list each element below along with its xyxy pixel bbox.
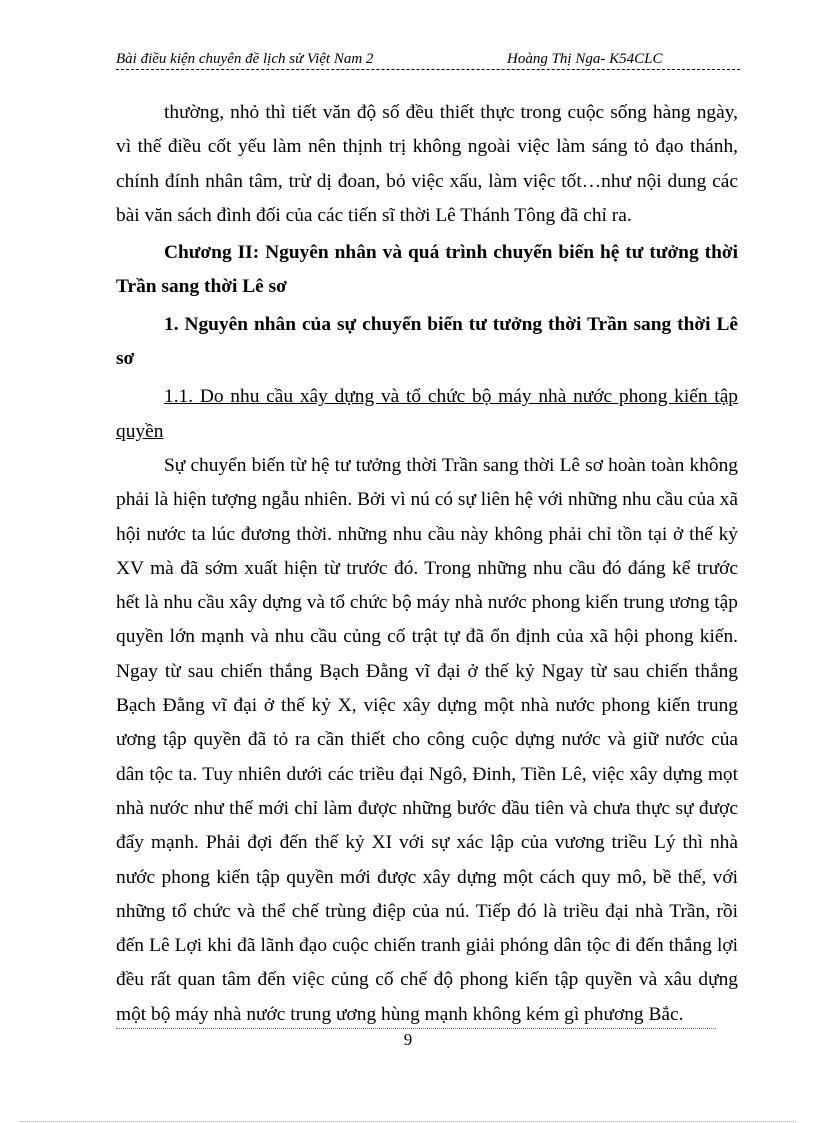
subsection-heading: 1.1. Do nhu cầu xây dựng và tổ chức bộ máy nhà nước phong kiến tập quyền	[116, 386, 738, 442]
page-boundary	[20, 1121, 796, 1122]
document-body	[116, 96, 738, 1032]
page-header	[116, 48, 740, 70]
header-rule	[116, 69, 740, 70]
footer-rule	[116, 1028, 716, 1029]
chapter-heading: Chương II: Nguyên nhân và quá trình chuyển biến hệ tư tưởng thời Trần sang thời Lê sơ	[116, 242, 738, 298]
paragraph-main: Sự chuyển biến từ hệ tư tưởng thời Trần sang thời Lê sơ hoàn toàn không phải là hiện tượng ngẫu nhiên. Bởi vì nú có sự liên hệ với những nhu cầu của xã hội nước ta lúc đương thời. những nhu cầu này không phải chỉ tồn tại ở thế kỷ XV mà đã sớm xuất hiện từ trước đó. Trong những nhu cầu đó đáng kể trước hết là nhu cầu xây dựng và tổ chức bộ máy nhà nước phong kiến trung ương tập quyền lớn mạnh và nhu cầu củng cố trật tự đã ổn định của xã hội phong kiến. Ngay từ sau chiến thắng Bạch Đằng vĩ đại ở thế kỷ Ngay từ sau chiến thắng Bạch Đằng vĩ đại ở thế kỷ X, việc xây dựng một nhà nước phong kiến trung ương tập quyền đã tỏ ra cần thiết cho công cuộc dựng nước và giữ nước của dân tộc ta. Tuy nhiên dưới các triều đại Ngô, Đinh, Tiền Lê, việc xây dựng mọt nhà nước như thế mới chỉ làm được những bước đầu tiên và chưa thực sự được đẩy mạnh. Phải đợi đến thế kỷ XI với sự xác lập của vương triều Lý thì nhà nước phong kiến tập quyền mới được xây dựng một cách quy mô, bề thế, với những tổ chức và thể chế trùng điệp của nú. Tiếp đó là triều đại nhà Trần, rồi đến Lê Lợi khi đã lãnh đạo cuộc chiến tranh giải phóng dân tộc đi đến thắng lợi đều rất quan tâm đến việc củng cố chế độ phong kiến tập quyền và xâu dựng một bộ máy nhà nước trung ương hùng mạnh không kém gì phương Bắc.	[116, 454, 738, 1025]
page-number: 9	[403, 1030, 413, 1049]
header-author: Hoàng Thị Nga- K54CLC	[507, 51, 663, 67]
header-course-title: Bài điều kiện chuyên đề lịch sử Việt Nam 2	[116, 51, 374, 67]
paragraph-continuation: thường, nhỏ thì tiết văn độ số đều thiết thực trong cuộc sống hàng ngày, vì thế điều cốt yếu làm nên thịnh trị không ngoài việc làm sáng tỏ đạo thánh, chính đính nhân tâm, trừ dị đoan, bỏ việc xấu, làm việc tốt…như nội dung các bài văn sách đình đối của các tiến sĩ thời Lê Thánh Tông đã chỉ ra.	[116, 102, 738, 226]
section-heading: 1. Nguyên nhân của sự chuyển biến tư tưởng thời Trần sang thời Lê sơ	[116, 313, 738, 370]
